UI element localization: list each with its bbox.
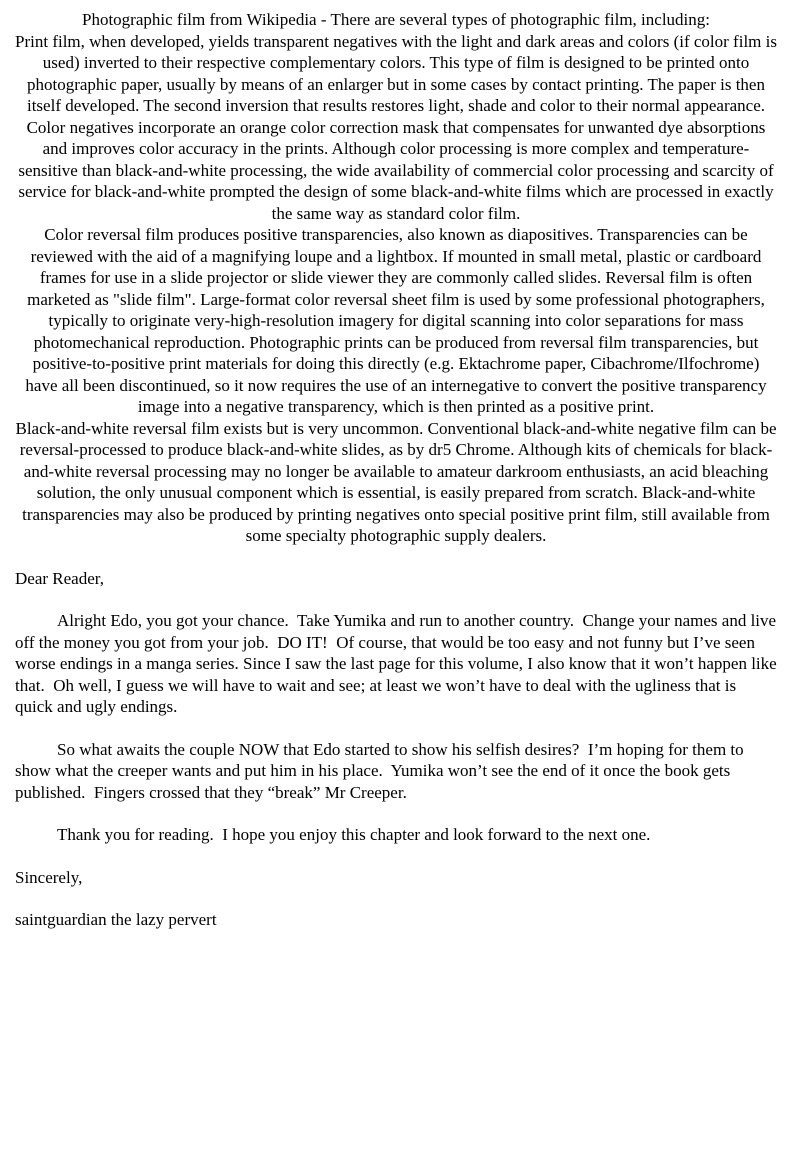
letter-closing: Sincerely, (15, 867, 83, 887)
article-paragraph-color-reversal: Color reversal film produces positive transparencies, also known as diapositives. Transparencies can be reviewed with the aid of a magnifying loupe and a lightbox. If mounted in small metal, plastic or cardboard frames for use in a slide projector or slide viewer they are commonly called slides. Reversal film is often marketed as "slide film". Large-format color reversal sheet film is used by some professional photographers, typically to originate very-high-resolution imagery for digital scanning into color separations for mass (27, 225, 765, 330)
article-title-line: Photographic film from Wikipedia - There are several types of photographic film, including: (82, 10, 710, 29)
article-section (15, 9, 777, 547)
letter-paragraph-so-what-awaits: So what awaits the couple NOW that Edo started to show his selfish desires? I’m hoping for them to show what the creeper wants and put him in his place. Yumika won’t see the end of it once the book gets published. Fingers crossed that they “break” Mr Creeper. (15, 739, 748, 802)
article-paragraph-photomechanical: photomechanical reproduction. Photographic prints can be produced from reversal film transparencies, but positive-to-positive print materials for doing this directly (e.g. Ektachrome paper, Cibachrome/Ilfochrome) have all been discontinued, so it now requires the use of an internegative to convert the positive transparency image into a negative transparency, which is then printed as a positive print. (25, 332, 767, 416)
article-paragraph-print-film: Print film, when developed, yields transparent negatives with the light and dark areas and colors (if color film is used) inverted to their respective complementary colors. This type of film is designed to be printed onto photographic paper, usually by means of an enlarger but in some cases by contact printing. The paper is then itself developed. The second inversion that results restores light, shade and color to their normal appearance. Color negatives incorporate an orange color correction mask that compensates for unwanted dye absorptions and improves color accuracy in the prints. Although color processing is more complex and temperature-sensitive than black-and-white processing, the wide availability of commercial color processing and scarcity of service for black-and-white prompted the design of some black-and-white films which are processed in exactly the same way as standard color film. (15, 31, 777, 223)
article-paragraph-black-and-white: Black-and-white reversal film exists but is very uncommon. Conventional black-and-white negative film can be reversal-processed to produce black-and-white slides, as by dr5 Chrome. Although kits of chemicals for black-and-white reversal processing may no longer be available to amateur darkroom enthusiasts, an acid bleaching solution, the only unusual component which is essential, is easily prepared from scratch. Black-and-white transparencies may also be produced by printing negatives onto special positive print film, still available from some specialty photographic supply dealers. (15, 418, 777, 545)
letter-signature: saintguardian the lazy pervert (15, 910, 217, 929)
letter-paragraph-alright-edo: Alright Edo, you got your chance. Take Yumika and run to another country. Change your names and live off the money you got from your job. DO IT! Of course, that would be too easy and not funny but I’ve seen worse endings in a manga series. Since I saw the last page for this volume, I also know that it won’t happen like that. Oh well, I guess we will have to wait and see; at least we won’t have to deal with the ugliness that is quick and ugly endings. (15, 611, 781, 716)
letter-section (15, 568, 781, 931)
letter-greeting: Dear Reader, (15, 568, 104, 588)
letter-paragraph-thank-you: Thank you for reading. I hope you enjoy this chapter and look forward to the next one. (57, 825, 651, 844)
